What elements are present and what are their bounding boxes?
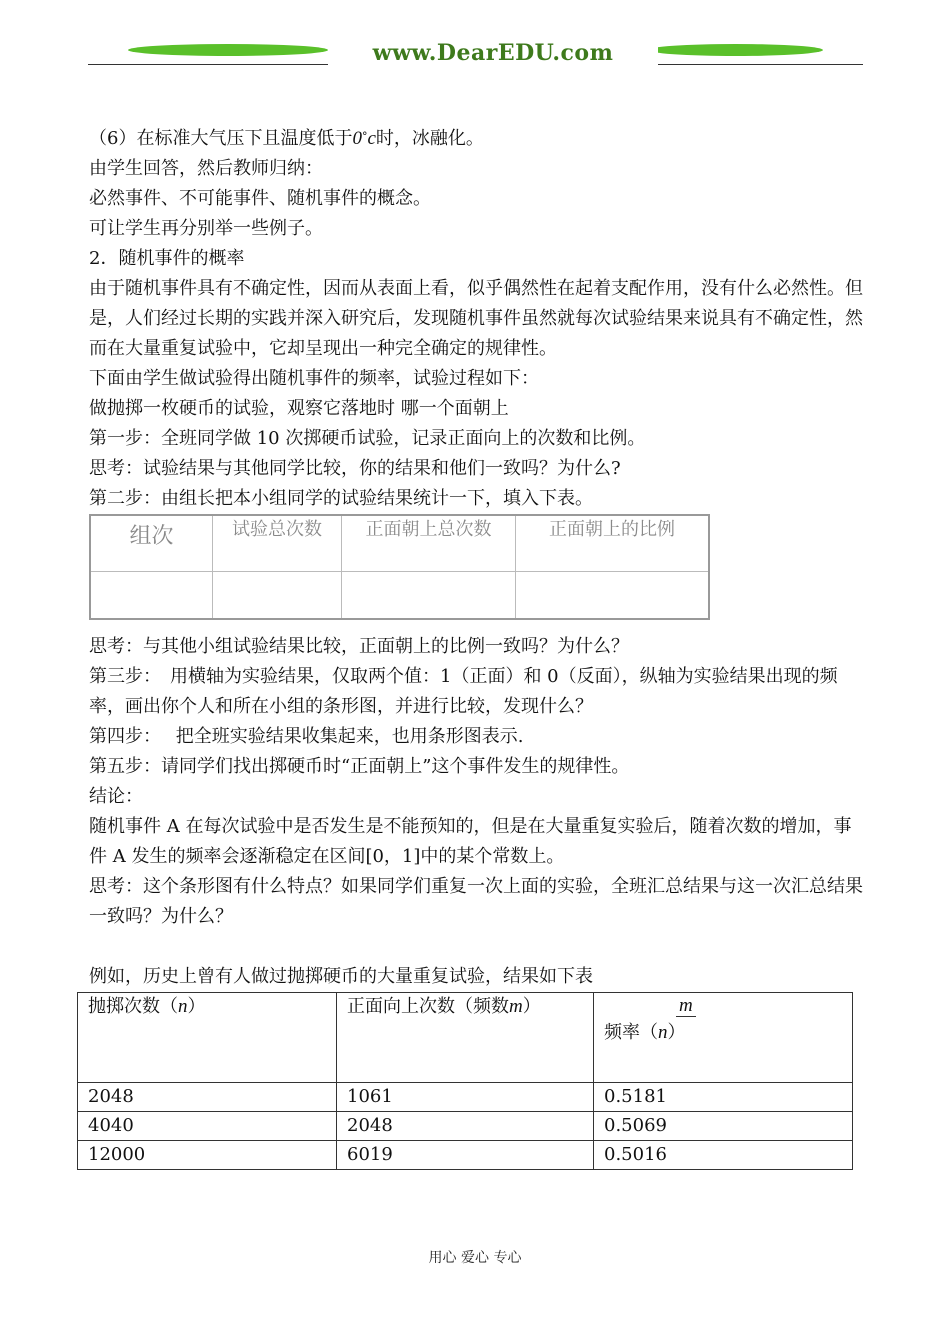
table-cell: 1061 [337, 1083, 594, 1112]
paragraph: 可让学生再分别举一些例子。 [89, 218, 323, 239]
paragraph: 下面由学生做试验得出随机事件的频率，试验过程如下： [89, 368, 539, 389]
paragraph: 第一步：全班同学做 10 次掷硬币试验，记录正面向上的次数和比例。 [89, 428, 646, 449]
coin-toss-table [77, 992, 853, 1170]
paragraph: 第三步： 用横轴为实验结果，仅取两个值：1（正面）和 0（反面），纵轴为实验结果出现的频率，画出你个人和所在小组的条形图，并进行比较，发现什么？ [89, 666, 838, 717]
paragraph: 做抛掷一枚硬币的试验，观察它落地时 哪一个面朝上 [89, 398, 509, 419]
paragraph: 思考：这个条形图有什么特点？如果同学们重复一次上面的实验，全班汇总结果与这一次汇总结果一致吗？为什么？ [89, 876, 863, 927]
table-header-cell: m 频率（n） [594, 993, 853, 1083]
paragraph: 由于随机事件具有不确定性，因而从表面上看，似乎偶然性在起着支配作用，没有什么必然性。但是，人们经过长期的实践并深入研究后，发现随机事件虽然就每次试验结果来说具有不确定性，然而在大量重复试验中，它却呈现出一种完全确定的规律性。 [89, 278, 863, 359]
paragraph: 第二步：由组长把本小组同学的试验结果统计一下，填入下表。 [89, 488, 593, 509]
table-row [78, 1083, 853, 1112]
table-cell: 0.5016 [594, 1141, 853, 1170]
paragraph: 随机事件 A 在每次试验中是否发生是不能预知的，但是在大量重复实验后，随着次数的增加，事件 A 发生的频率会逐渐稳定在区间[0，1]中的某个常数上。 [89, 816, 852, 867]
table-cell: 0.5069 [594, 1112, 853, 1141]
table-header-cell: 正面向上次数（频数m） [337, 993, 594, 1083]
paragraph-example-intro: 例如，历史上曾有人做过抛掷硬币的大量重复试验，结果如下表 [89, 966, 593, 987]
table-header-cell: 组次 [90, 515, 213, 571]
paragraph: 第五步：请同学们找出掷硬币时“正面朝上”这个事件发生的规律性。 [89, 756, 630, 777]
table-cell: 2048 [78, 1083, 337, 1112]
paragraph: 必然事件、不可能事件、随机事件的概念。 [89, 188, 431, 209]
table-empty-cell [90, 571, 213, 619]
table-cell: 0.5181 [594, 1083, 853, 1112]
table-cell: 6019 [337, 1141, 594, 1170]
paragraph: 由学生回答，然后教师归纳： [89, 158, 323, 179]
table-header-cell: 抛掷次数（n） [78, 993, 337, 1083]
table-empty-cell [342, 571, 516, 619]
paragraph: 第四步： 把全班实验结果收集起来，也用条形图表示. [89, 726, 524, 747]
table-empty-cell [213, 571, 342, 619]
paragraph: 思考：与其他小组试验结果比较，正面朝上的比例一致吗？为什么？ [89, 636, 629, 657]
table-cell: 12000 [78, 1141, 337, 1170]
table-empty-cell [516, 571, 710, 619]
paragraph: 结论： [89, 786, 143, 807]
site-logo-text: www.DearEDU.com [328, 40, 658, 66]
section-heading: 2．随机事件的概率 [89, 248, 245, 269]
page-header [88, 36, 863, 76]
table-cell: 4040 [78, 1112, 337, 1141]
table-header-cell: 试验总次数 [213, 515, 342, 571]
table-row [78, 1112, 853, 1141]
table-header-cell: 正面朝上的比例 [516, 515, 710, 571]
document-body [89, 124, 867, 1170]
paragraph-condition-6: （6）在标准大气压下且温度低于0°c时，冰融化。 [89, 128, 484, 149]
table-header-cell: 正面朝上总次数 [342, 515, 516, 571]
table-cell: 2048 [337, 1112, 594, 1141]
group-results-table [89, 514, 710, 620]
leaf-decoration-left [128, 44, 328, 56]
leaf-decoration-right [648, 44, 823, 56]
paragraph: 思考：试验结果与其他同学比较，你的结果和他们一致吗？为什么? [89, 458, 621, 479]
page-footer: 用心 爱心 专心 [428, 1250, 522, 1266]
table-row [78, 1141, 853, 1170]
